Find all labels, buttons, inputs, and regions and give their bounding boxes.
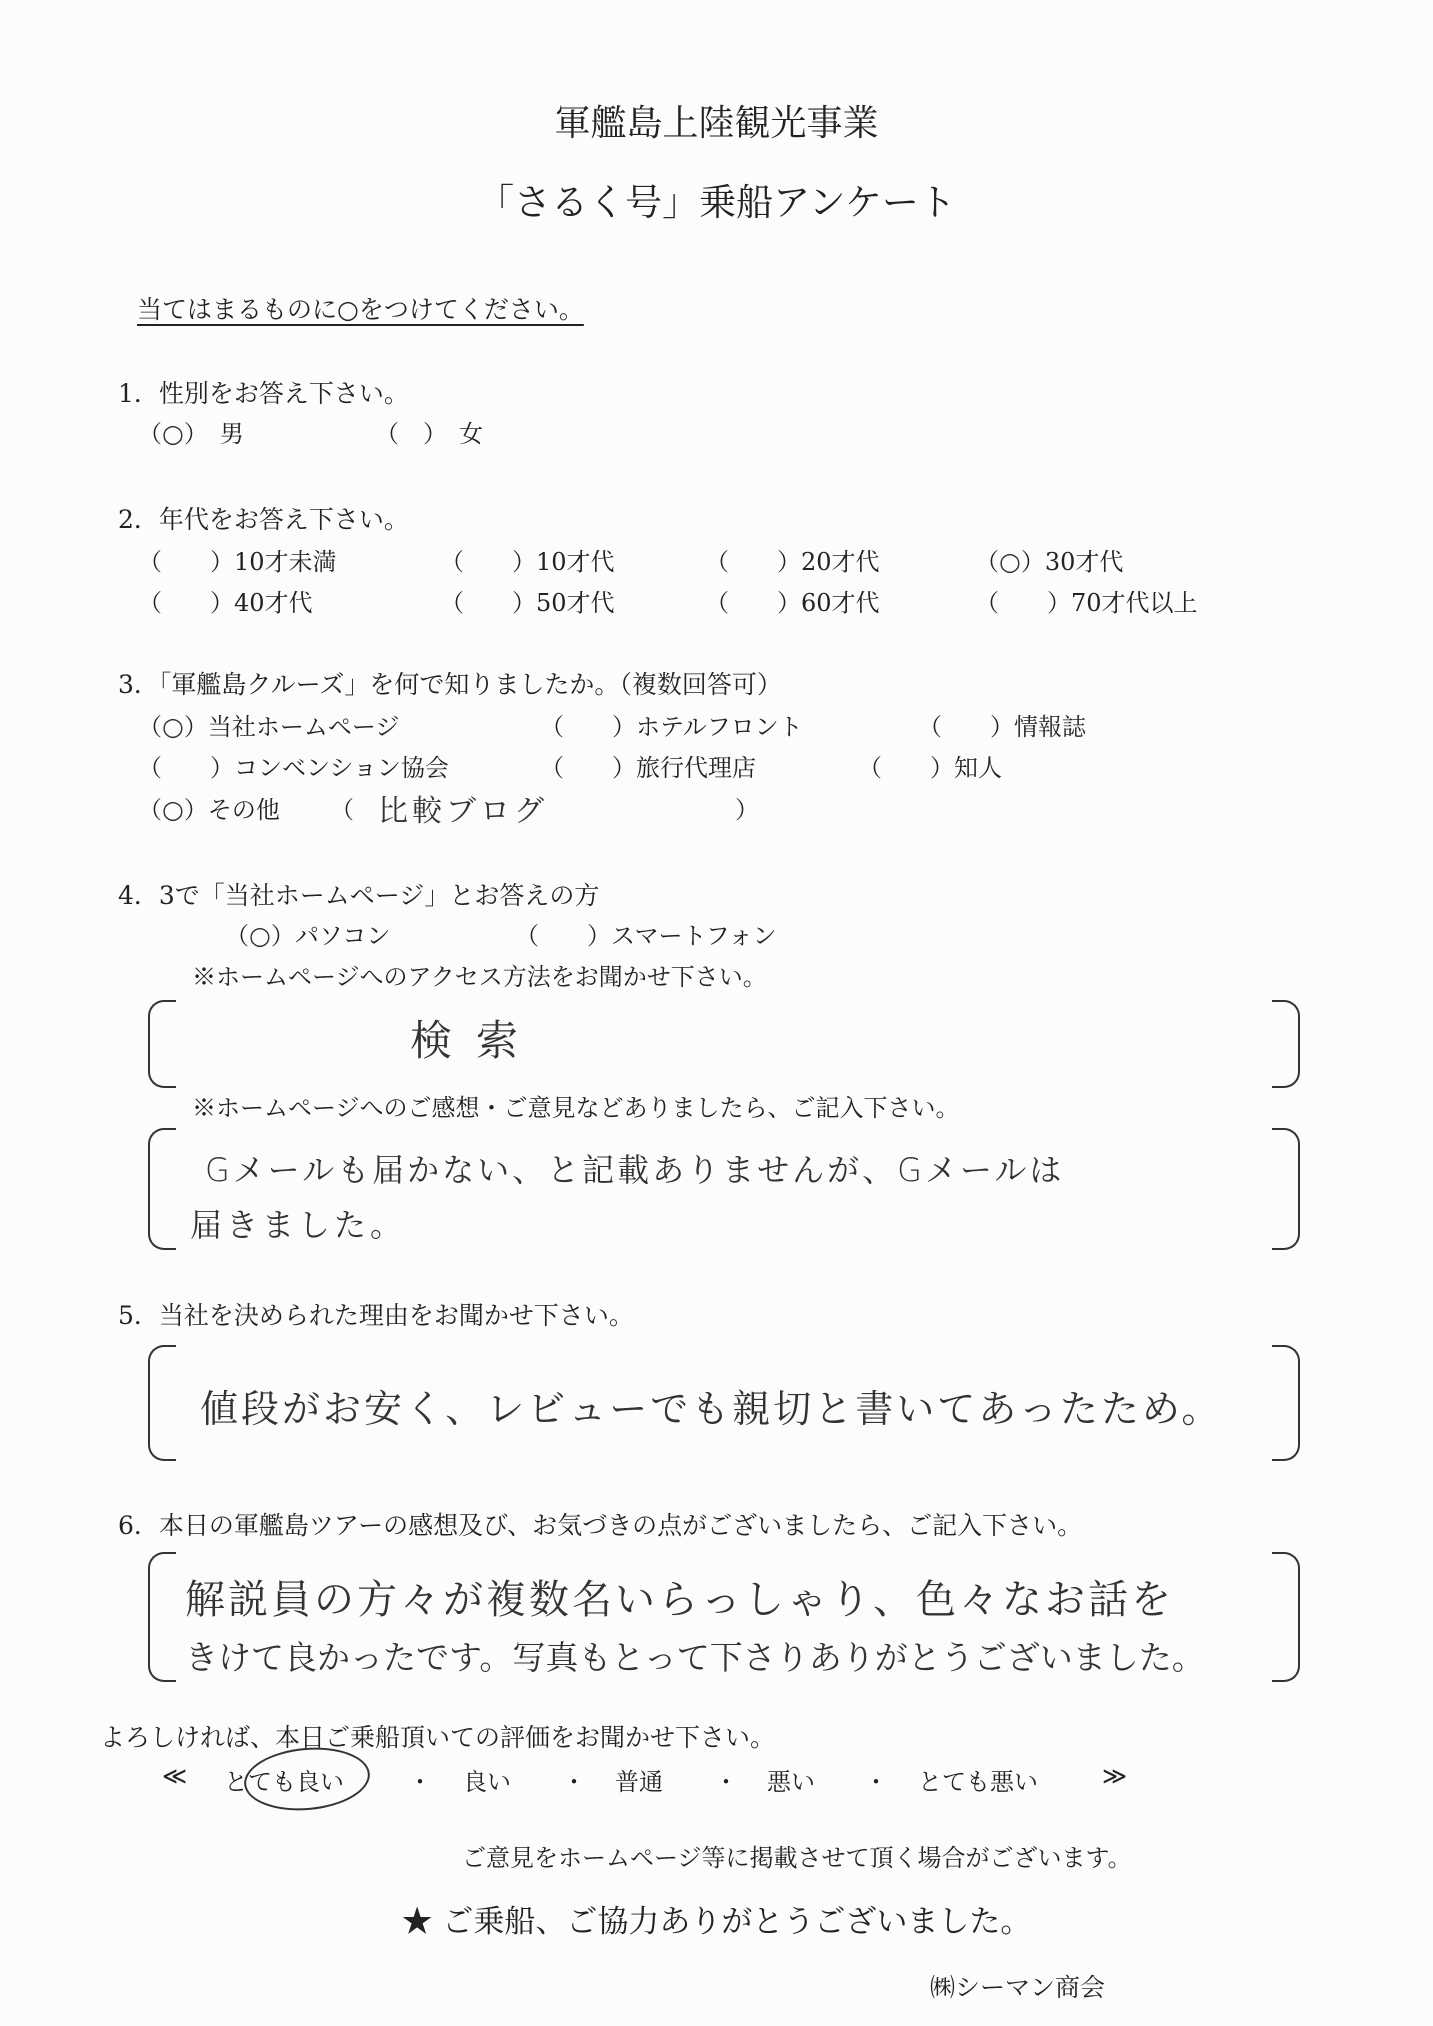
- q3-option-acquaintance[interactable]: （ ）知人: [858, 754, 1002, 782]
- rating-good[interactable]: 良い: [463, 1768, 511, 1796]
- q4-impression-bracket-left: [148, 1128, 176, 1250]
- q2-option-30s[interactable]: （○）30才代: [975, 547, 1124, 576]
- page-title: 軍艦島上陸観光事業: [554, 103, 879, 144]
- q1-option-male[interactable]: （○） 男: [138, 419, 244, 448]
- rating-very-good[interactable]: とても良い: [224, 1768, 344, 1796]
- rating-prompt: よろしければ、本日ご乗船頂いての評価をお聞かせ下さい。: [100, 1723, 776, 1752]
- q4-impression-bracket-right: [1272, 1128, 1300, 1250]
- q3-option-other[interactable]: （○）その他: [138, 795, 280, 824]
- q5-label: 5．当社を決められた理由をお聞かせ下さい。: [118, 1301, 634, 1330]
- q2-option-20s[interactable]: （ ）20才代: [705, 548, 880, 576]
- q3-other-text[interactable]: 比較ブログ: [378, 794, 548, 829]
- rating-sep-3: ・: [714, 1768, 738, 1796]
- rating-sep-4: ・: [864, 1768, 888, 1796]
- q4-access-answer[interactable]: 検索: [410, 1016, 543, 1065]
- q3-other-open-paren: （: [330, 796, 354, 824]
- q4-access-prompt: ※ホームページへのアクセス方法をお聞かせ下さい。: [192, 963, 767, 991]
- q3-label: 3．「軍艦島クルーズ」を何で知りましたか。（複数回答可）: [118, 670, 782, 699]
- rating-close: ≫: [1102, 1762, 1128, 1790]
- q3-option-convention[interactable]: （ ）コンベンション協会: [138, 754, 449, 782]
- q3-mark-homepage: ○: [162, 712, 184, 741]
- rating-very-bad[interactable]: とても悪い: [918, 1768, 1038, 1796]
- q4-mark-pc: ○: [249, 921, 271, 950]
- page-subtitle: 「さるく号」乗船アンケート: [477, 181, 956, 224]
- q6-answer-line2[interactable]: きけて良かったです。写真もとって下さりありがとうございました。: [185, 1638, 1205, 1677]
- rating-open: ≪: [162, 1762, 188, 1790]
- q1-mark-male: ○: [162, 419, 184, 448]
- q4-label: 4．3で「当社ホームページ」とお答えの方: [118, 881, 600, 910]
- rating-average[interactable]: 普通: [615, 1768, 663, 1796]
- rating-bad[interactable]: 悪い: [767, 1768, 815, 1796]
- q4-impression-prompt: ※ホームページへのご感想・ご意見などありましたら、ご記入下さい。: [192, 1094, 960, 1122]
- q6-bracket-left: [148, 1552, 176, 1682]
- q3-option-travel-agency[interactable]: （ ）旅行代理店: [540, 754, 756, 782]
- company-name: ㈱シーマン商会: [930, 1973, 1106, 2002]
- q4-access-bracket-right: [1272, 1000, 1300, 1088]
- q6-label: 6．本日の軍艦島ツアーの感想及び、お気づきの点がございましたら、ご記入下さい。: [118, 1511, 1083, 1540]
- q1-label: 1．性別をお答え下さい。: [118, 379, 409, 408]
- q3-option-magazine[interactable]: （ ）情報誌: [918, 713, 1086, 741]
- q4-access-bracket-left: [148, 1000, 176, 1088]
- disclaimer: ご意見をホームページ等に掲載させて頂く場合がございます。: [462, 1844, 1132, 1872]
- q4-option-pc[interactable]: （○）パソコン: [225, 921, 391, 950]
- q4-impression-line2[interactable]: 届きました。: [190, 1206, 407, 1244]
- rating-sep-1: ・: [408, 1768, 432, 1796]
- q3-option-homepage[interactable]: （○）当社ホームページ: [138, 712, 400, 741]
- q2-option-60s[interactable]: （ ）60才代: [705, 589, 880, 617]
- q5-bracket-left: [148, 1345, 176, 1461]
- q1-option-female[interactable]: （ ） 女: [375, 420, 483, 448]
- q6-bracket-right: [1272, 1552, 1300, 1682]
- rating-sep-2: ・: [562, 1768, 586, 1796]
- q3-option-hotel-front[interactable]: （ ）ホテルフロント: [540, 713, 803, 741]
- q6-answer-line1[interactable]: 解説員の方々が複数名いらっしゃり、色々なお話を: [185, 1577, 1174, 1623]
- q2-option-under10[interactable]: （ ）10才未満: [138, 548, 337, 576]
- q5-answer[interactable]: 値段がお安く、レビューでも親切と書いてあったため。: [200, 1387, 1223, 1431]
- q2-option-10s[interactable]: （ ）10才代: [440, 548, 615, 576]
- q2-label: 2．年代をお答え下さい。: [118, 505, 409, 534]
- instruction: 当てはまるものに○をつけてください。: [137, 295, 584, 324]
- q3-mark-other: ○: [162, 795, 184, 824]
- thanks-message: ★ ご乗船、ご協力ありがとうございました。: [401, 1904, 1032, 1940]
- q2-option-40s[interactable]: （ ）40才代: [138, 589, 313, 617]
- q2-option-50s[interactable]: （ ）50才代: [440, 589, 615, 617]
- q2-option-70plus[interactable]: （ ）70才代以上: [975, 589, 1198, 617]
- q4-impression-line1[interactable]: Gメールも届かない、と記載ありませんが、Gメールは: [205, 1151, 1065, 1189]
- q4-option-smartphone[interactable]: （ ）スマートフォン: [515, 922, 777, 950]
- q3-other-close-paren: ）: [735, 796, 759, 824]
- q5-bracket-right: [1272, 1345, 1300, 1461]
- q2-mark-30s: ○: [999, 547, 1021, 576]
